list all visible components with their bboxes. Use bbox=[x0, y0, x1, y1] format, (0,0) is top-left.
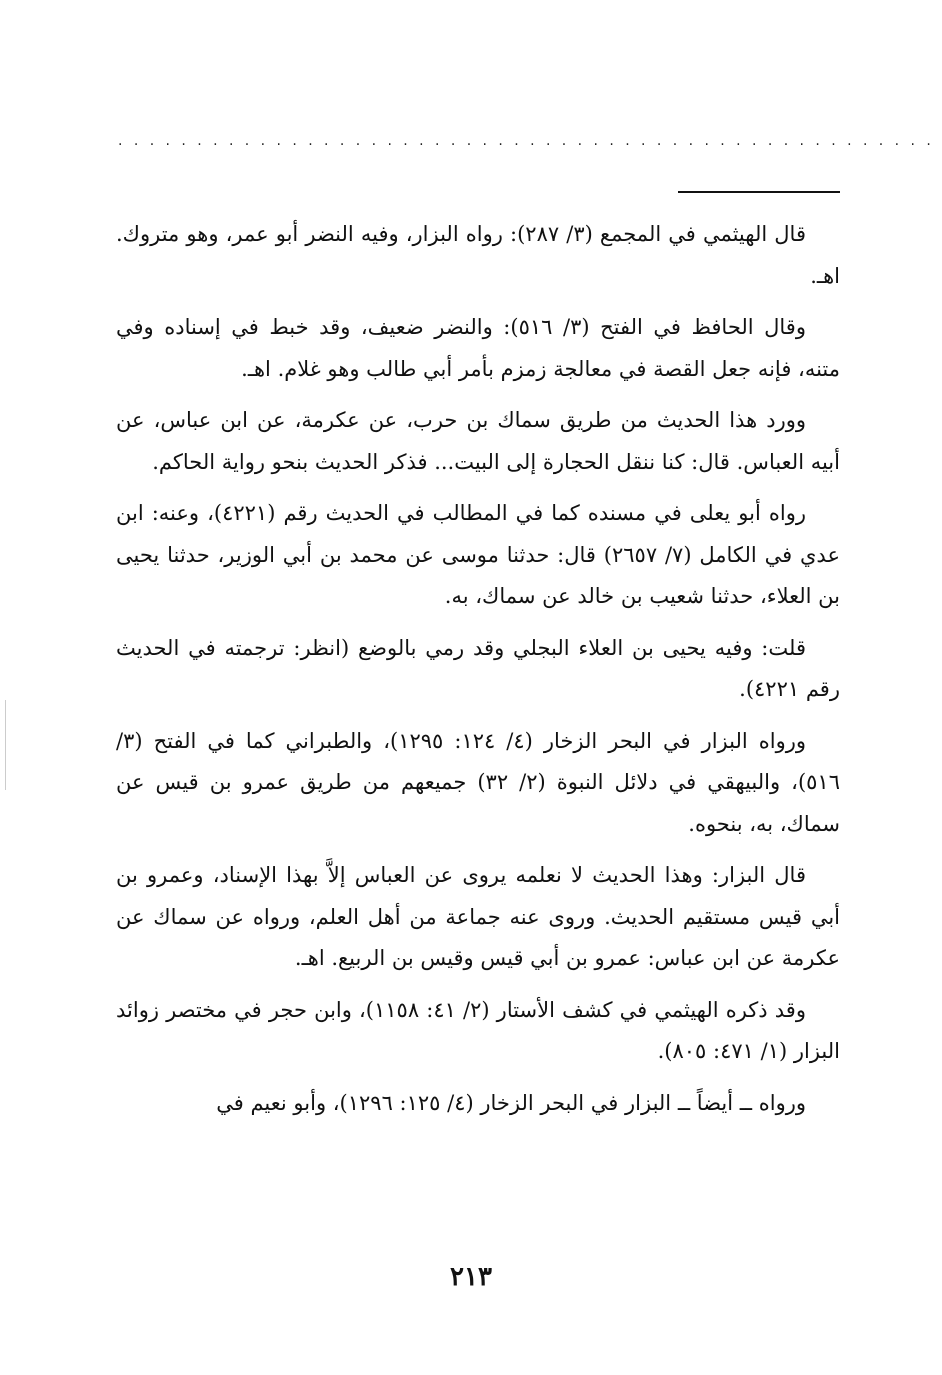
paragraph-bazzar-again: ورواه ــ أيضاً ــ البزار في البحر الزخار (٤/ ١٢٥: ١٢٩٦)، وأبو نعيم في bbox=[216, 1090, 806, 1115]
paragraph-haythami-majma: قال الهيثمي في المجمع (٣/ ٢٨٧): رواه البزار، وفيه النضر أبو عمر، وهو متروك. اهـ. bbox=[116, 222, 840, 288]
paragraph-qultu: قلت: وفيه يحيى بن العلاء البجلي وقد رمي بالوضع (انظر: ترجمته في الحديث رقم ٤٢٢١). bbox=[116, 635, 840, 701]
paragraph-hafiz-fath: وقال الحافظ في الفتح (٣/ ٥١٦): والنضر ضعيف، وقد خبط في إسناده وفي متنه، فإنه جعل القصة في معالجة زمزم بأمر أبي طالب وهو غلام. اهـ. bbox=[116, 315, 840, 381]
scan-edge-mark bbox=[5, 700, 6, 790]
paragraph-kashf-astar: وقد ذكره الهيثمي في كشف الأستار (٢/ ٤١: ١١٥٨)، وابن حجر في مختصر زوائد البزار (١/ ٤٧١: ٨٠٥). bbox=[116, 997, 840, 1063]
paragraph-simak-route: وورد هذا الحديث من طريق سماك بن حرب، عن عكرمة، عن ابن عباس، عن أبيه العباس. قال: كنا ننقل الحجارة إلى البيت... فذكر الحديث بنحو رواية الحاكم. bbox=[116, 408, 840, 474]
paragraph-abu-yala: رواه أبو يعلى في مسنده كما في المطالب في الحديث رقم (٤٢٢١)، وعنه: ابن عدي في الكامل (٧/ ٢٦٥٧) قال: حدثنا موسى عن محمد بن أبي الوزير، حدثنا يحيى بن العلاء، حدثنا شعيب بن خالد عن سماك، به. bbox=[116, 501, 840, 608]
paragraph-bazzar-bahr: ورواه البزار في البحر الزخار (٤/ ١٢٤: ١٢٩٥)، والطبراني كما في الفتح (٣/ ٥١٦)، والبيهقي في دلائل النبوة (٢/ ٣٢) جميعهم من طريق عمرو بن قيس عن سماك، به، بنحوه. bbox=[116, 728, 840, 836]
header-dotted-line: .................................................... bbox=[118, 133, 942, 149]
page-number: ٢١٣ bbox=[450, 1262, 492, 1292]
footnote-separator-rule bbox=[678, 191, 840, 193]
paragraph-bazzar-comment: قال البزار: وهذا الحديث لا نعلمه يروى عن العباس إلاَّ بهذا الإسناد، وعمرو بن أبي قيس مستقيم الحديث. وروى عنه جماعة من أهل العلم، ورواه عن سماك عن عكرمة عن ابن عباس: عمرو بن أبي قيس وقيس بن الربيع. اهـ. bbox=[116, 863, 840, 970]
footnote-text-block bbox=[116, 214, 840, 1134]
